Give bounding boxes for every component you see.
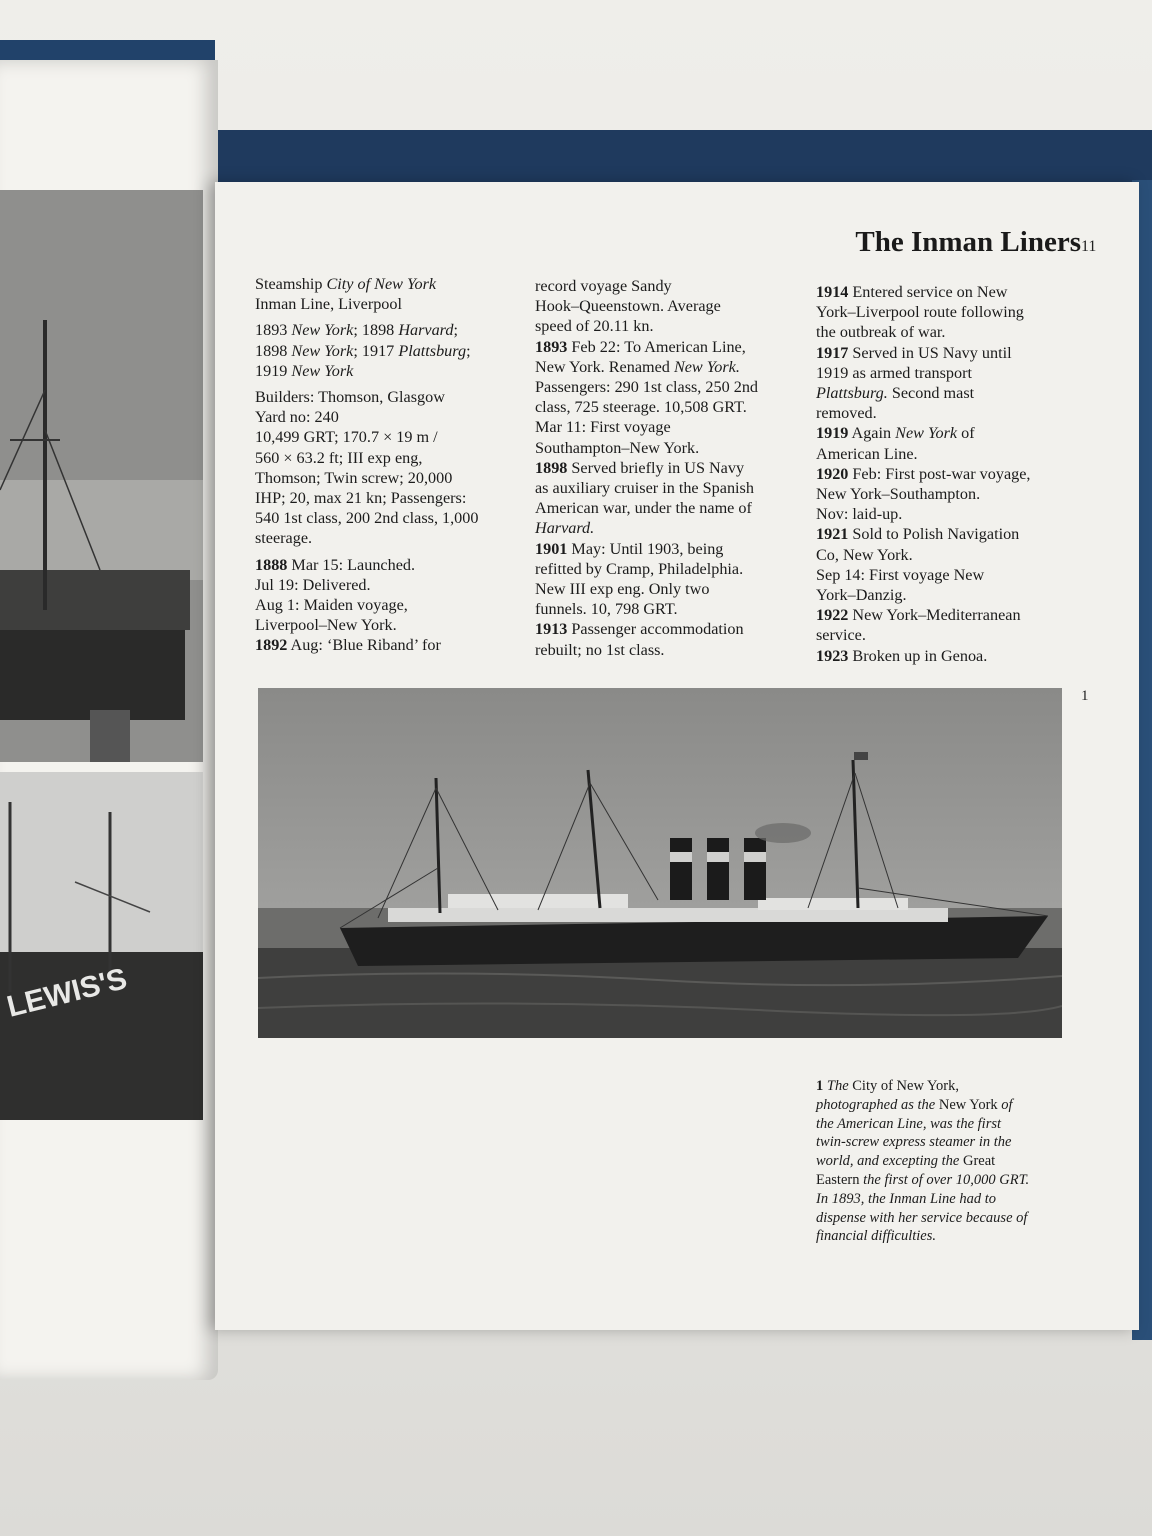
photo-city-of-new-york [258,688,1062,1038]
ship-heading: Steamship City of New York Inman Line, Liverpool [255,275,437,314]
ship-history-start: 1888 Mar 15: Launched. Jul 19: Delivered. Aug 1: Maiden voyage, Liverpool–New York. 1892 Aug: ‘Blue Riband’ for [255,555,441,655]
column-1 [255,274,515,662]
left-page-photo-sailing-ship [0,190,203,762]
figure-number: 1 [1081,688,1089,704]
right-page [215,182,1139,1330]
page-number: 11 [1081,238,1097,255]
ship-lettering: LEWIS'S [3,962,131,1024]
column-2: record voyage Sandy Hook–Queenstown. Average speed of 20.11 kn. 1893 Feb 22: To American Line, New York. Renamed New York. Passengers: 290 1st class, 250 2nd class, 725 steerage. 10,508 GRT. Mar 11: First voyage Southampton–New York. 1898 Served briefly in US Navy as auxiliary cruiser in the Spanish American war, under the name of Harvard. 1901 May: Until 1903, being refitted by Cramp, Philadelphia. New III exp eng. Only two funnels. 10, 798 GRT. 1913 Passenger accommodation rebuilt; no 1st class. [535,277,759,659]
page-title: The Inman Liners [855,226,1081,258]
photo-caption: 1 The City of New York, photographed as the New York of the American Line, was the first twin-screw express steamer in the world, and excepting the Great Eastern the first of over 10,000 GRT. In 1893, the Inman Line had to dispense with her service because of financial difficulties. [816,1078,1030,1245]
ship-names: 1893 New York; 1898 Harvard; 1898 New York; 1917 Plattsburg; 1919 New York [255,321,471,380]
ship-specs: Builders: Thomson, Glasgow Yard no: 240 10,499 GRT; 170.7 × 19 m / 560 × 63.2 ft; III exp eng, Thomson; Twin screw; 20,000 IHP; 20, max 21 kn; Passengers: 540 1st class, 200 2nd class, 1,000 steerage. [255,388,479,548]
column-3: 1914 Entered service on New York–Liverpool route following the outbreak of war. 1917 Served in US Navy until 1919 as armed transport Plattsburg. Second mast removed. 1919 Again New York of American Line. 1920 Feb: First post-war voyage, New York–Southampton. Nov: laid-up. 1921 Sold to Polish Navigation Co, New York. Sep 14: First voyage New York–Danzig. 1922 New York–Mediterranean service. 1923 Broken up in Genoa. [816,283,1031,665]
left-page-photo-lewis-ship [0,772,203,1120]
